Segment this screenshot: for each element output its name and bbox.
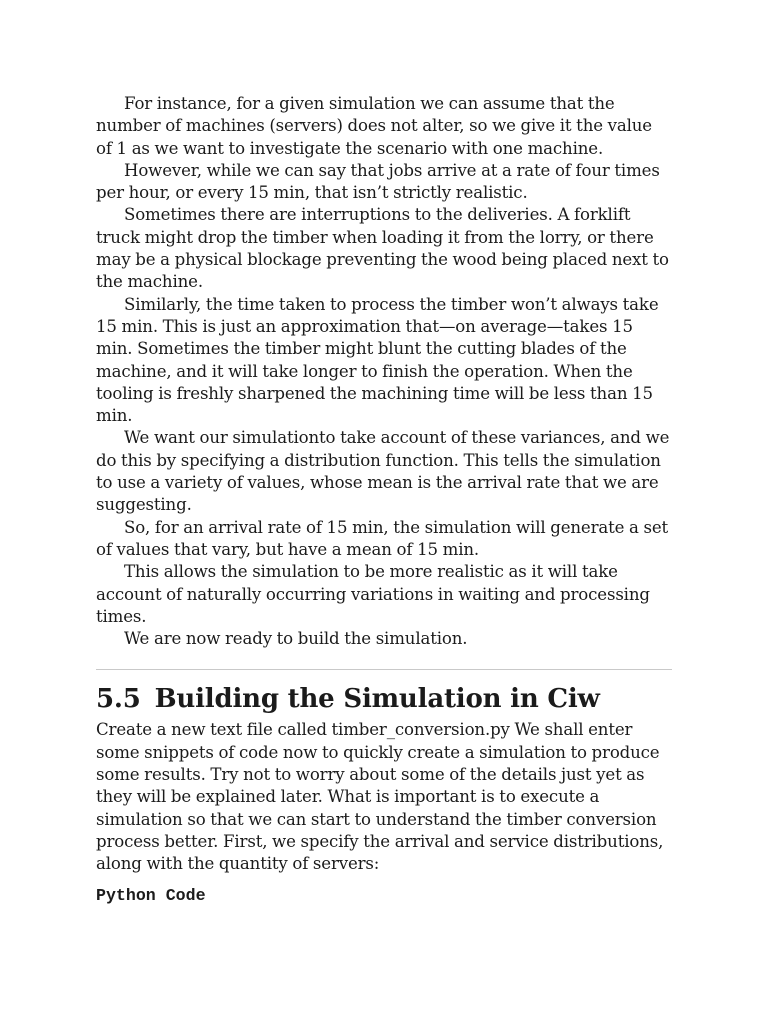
section-heading <box>96 681 672 717</box>
paragraph-processing-time: Similarly, the time taken to process the timber won’t always take 15 min. This is just an approximation that—on average—takes 15 min. Sometimes the timber might blunt the cutting blades of the machine, and it will take longer to finish the operation. When the tooling is freshly sharpened the machining time will be less than 15 min. <box>96 294 659 426</box>
section-title: Building the Simulation in Ciw <box>154 684 600 715</box>
paragraph-arrival-rate: However, while we can say that jobs arrive at a rate of four times per hour, or every 15 min, that isn’t strictly realistic. <box>96 160 660 203</box>
paragraph-distribution-mean: So, for an arrival rate of 15 min, the simulation will generate a set of values that vary, but have a mean of 15 min. <box>96 517 669 559</box>
section-body: Create a new text file called timber_conversion.py We shall enter some snippets of code now to quickly create a simulation to produce some results. Try not to worry about some of the details just yet as they will be explained later. What is important is to execute a simulation so that we can start to understand the timber conversion process better. First, we specify the arrival and service distributions, along with the quantity of servers: <box>96 720 664 874</box>
page-content <box>96 93 672 907</box>
paragraph-servers: For instance, for a given simulation we can assume that the number of machines (servers) does not alter, so we give it the value of 1 as we want to investigate the scenario with one machine. <box>96 94 652 158</box>
paragraph-interruptions: Sometimes there are interruptions to the deliveries. A forklift truck might drop the timber when loading it from the lorry, or there may be a physical blockage preventing the wood being placed next to the machine. <box>96 205 669 292</box>
paragraph-variances: We want our simulationto take account of these variances, and we do this by specifying a distribution function. This tells the simulation to use a variety of values, whose mean is the arrival rate that we are suggesting. <box>96 428 670 515</box>
section-number: 5.5 <box>96 684 141 715</box>
code-label: Python Code <box>96 885 206 905</box>
section-divider <box>96 669 672 670</box>
paragraph-realism: This allows the simulation to be more realistic as it will take account of naturally occurring variations in waiting and processing times. <box>96 562 650 626</box>
paragraph-ready: We are now ready to build the simulation. <box>124 629 468 649</box>
